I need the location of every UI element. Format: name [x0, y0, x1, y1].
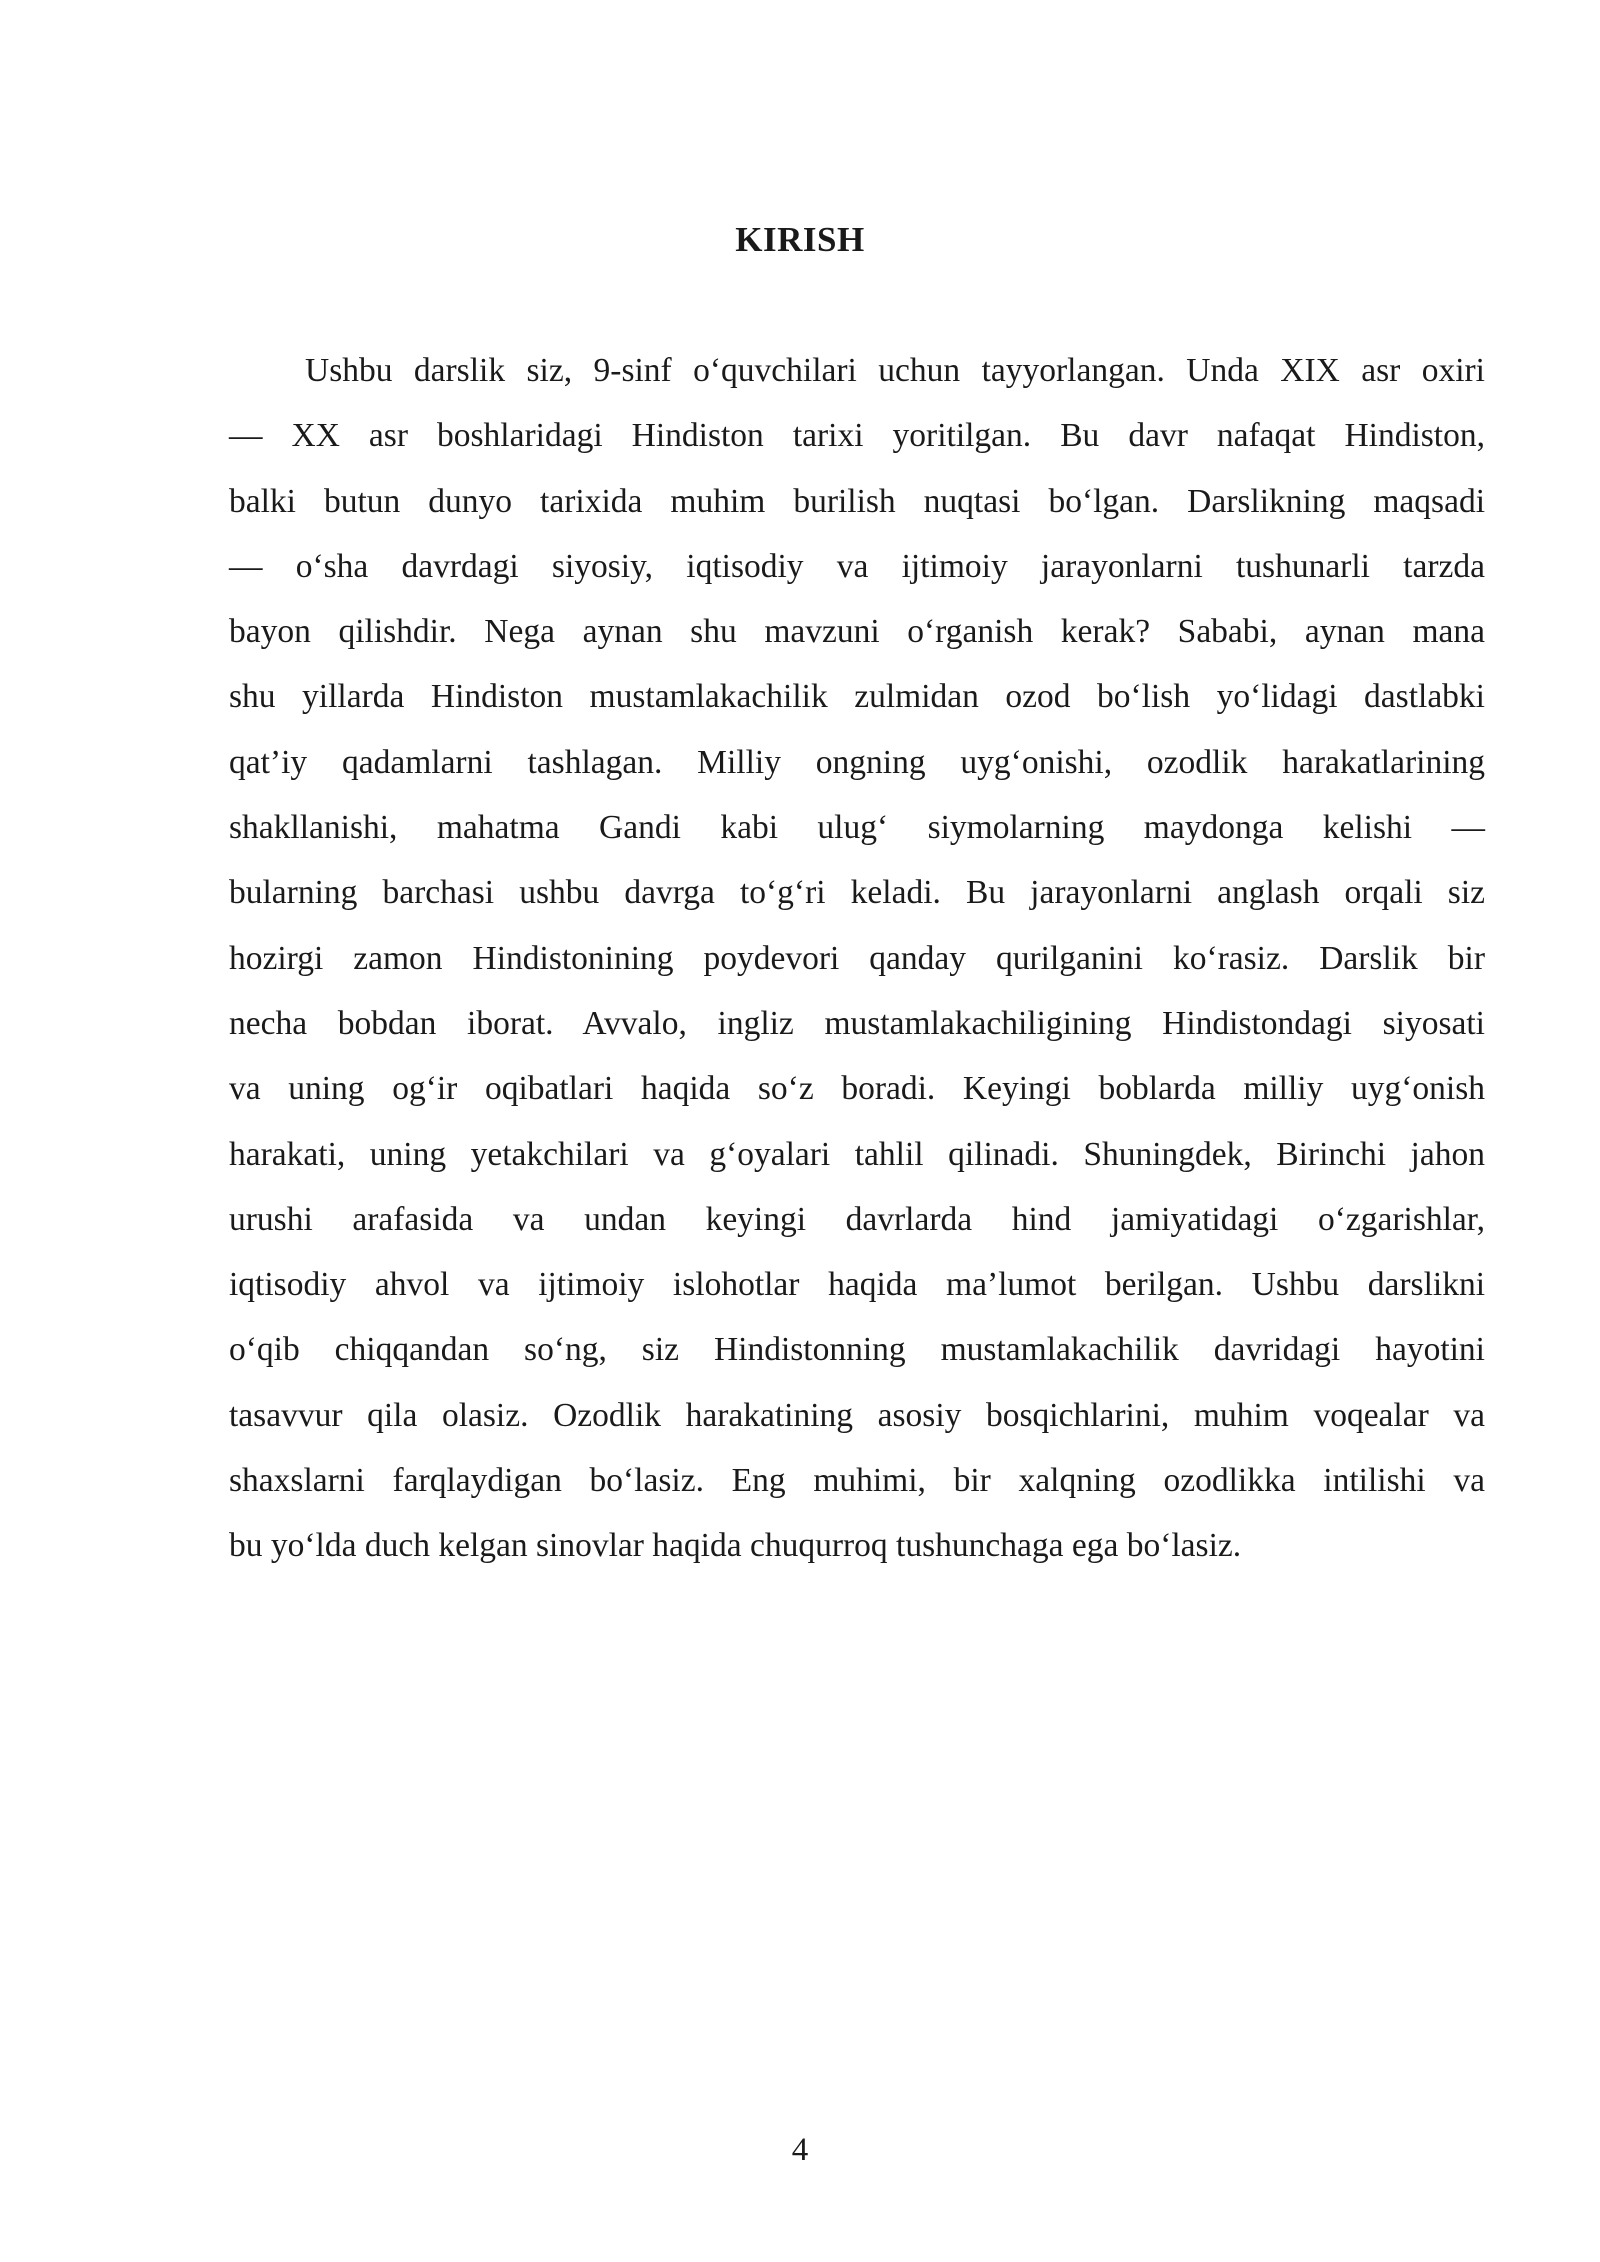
paragraph-line: va uning og‘ir oqibatlari haqida so‘z boradi. Keyingi boblarda milliy uyg‘onish — [229, 1070, 1485, 1108]
paragraph-line: — o‘sha davrdagi siyosiy, iqtisodiy va ijtimoiy jarayonlarni tushunarli tarzda — [229, 547, 1485, 585]
paragraph-line: tasavvur qila olasiz. Ozodlik harakatining asosiy bosqichlarini, muhim voqealar va — [229, 1396, 1485, 1434]
page-number: 4 — [791, 2132, 809, 2168]
paragraph-line: shaxslarni farqlaydigan bo‘lasiz. Eng muhimi, bir xalqning ozodlikka intilishi va — [229, 1462, 1485, 1500]
body-paragraph — [229, 338, 1485, 1579]
paragraph-line: necha bobdan iborat. Avvalo, ingliz mustamlakachiligining Hindistondagi siyosati — [229, 1004, 1485, 1042]
paragraph-line: bularning barchasi ushbu davrga to‘g‘ri keladi. Bu jarayonlarni anglash orqali siz — [229, 874, 1485, 912]
paragraph-line: bu yo‘lda duch kelgan sinovlar haqida chuqurroq tushunchaga ega bo‘lasiz. — [229, 1527, 1242, 1565]
paragraph-line: iqtisodiy ahvol va ijtimoiy islohotlar haqida ma’lumot berilgan. Ushbu darslikni — [229, 1266, 1485, 1304]
paragraph-line: urushi arafasida va undan keyingi davrlarda hind jamiyatidagi o‘zgarishlar, — [229, 1200, 1485, 1238]
paragraph-line: qat’iy qadamlarni tashlagan. Milliy ongning uyg‘onishi, ozodlik harakatlarining — [229, 743, 1485, 781]
paragraph-line: — XX asr boshlaridagi Hindiston tarixi yoritilgan. Bu davr nafaqat Hindiston, — [229, 417, 1485, 455]
paragraph-line: shu yillarda Hindiston mustamlakachilik zulmidan ozod bo‘lish yo‘lidagi dastlabki — [229, 678, 1485, 716]
paragraph-line: harakati, uning yetakchilari va g‘oyalari tahlil qilinadi. Shuningdek, Birinchi jahon — [229, 1135, 1485, 1173]
paragraph-line: bayon qilishdir. Nega aynan shu mavzuni o‘rganish kerak? Sababi, aynan mana — [229, 613, 1485, 651]
paragraph-line: balki butun dunyo tarixida muhim burilish nuqtasi bo‘lgan. Darslikning maqsadi — [229, 482, 1485, 520]
paragraph-line: shakllanishi, mahatma Gandi kabi ulug‘ siymolarning maydonga kelishi — — [229, 809, 1485, 847]
paragraph-line: hozirgi zamon Hindistonining poydevori qanday qurilganini ko‘rasiz. Darslik bir — [229, 939, 1485, 977]
page-heading: KIRISH — [735, 220, 865, 259]
paragraph-line: o‘qib chiqqandan so‘ng, siz Hindistonning mustamlakachilik davridagi hayotini — [229, 1331, 1485, 1369]
paragraph-line: Ushbu darslik siz, 9-sinf o‘quvchilari uchun tayyorlangan. Unda XIX asr oxiri — [305, 352, 1485, 389]
